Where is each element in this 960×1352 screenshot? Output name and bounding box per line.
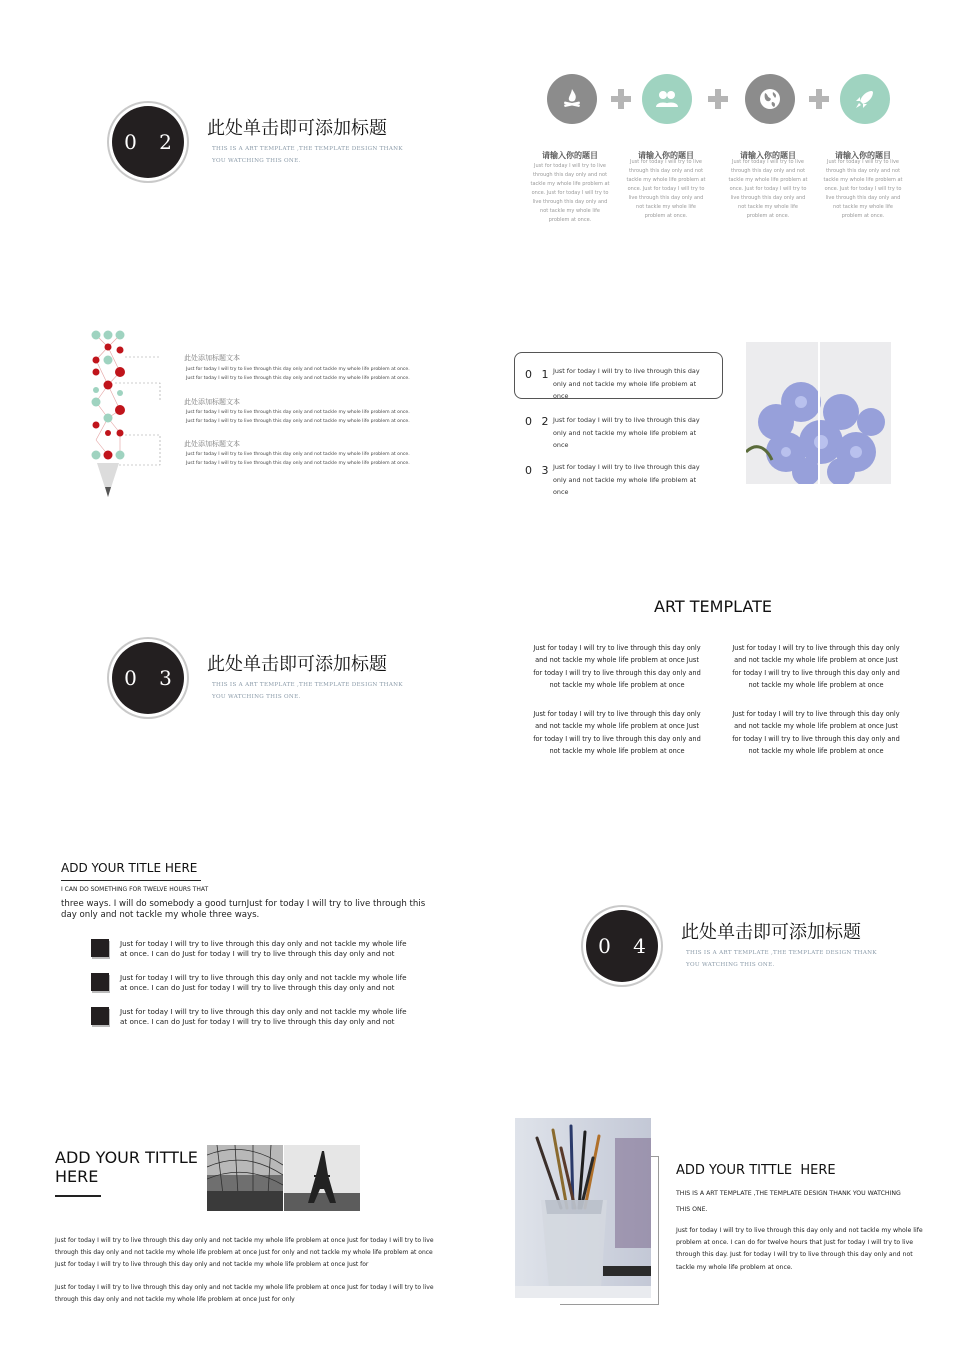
- caps-line: I CAN DO SOMETHING FOR TWELVE HOURS THAT: [61, 886, 209, 893]
- pencil-molecule-graphic: [85, 325, 165, 505]
- icon-col-heading-3: 请输入你的题目: [740, 151, 796, 160]
- icon-col-heading-2: 请输入你的题目: [638, 151, 694, 160]
- add-title-heading: ADD YOUR TITLE HERE: [61, 861, 198, 875]
- heading-underline: [61, 880, 201, 881]
- pencil-item-heading-2: 此处添加标题文本: [184, 398, 240, 406]
- icon-col-text-3: Just for today I will try to live through this day only and not tackle my whole life problem at once. Just for today I will try to live through this day only and not tackle my whole life problem at once.: [728, 159, 808, 219]
- pencil-item-line: Just for today I will try to live through this day only and not tackle my whole life problem at once.: [186, 367, 410, 372]
- section-number: 0 3: [124, 666, 180, 690]
- tittle-right-heading: ADD YOUR TITTLE HERE: [676, 1163, 836, 1178]
- section-subtitle: THIS IS A ART TEMPLATE ,THE TEMPLATE DESIGN THANK YOU WATCHING THIS ONE.: [212, 146, 403, 164]
- icon-circle-4: [840, 74, 890, 124]
- section-subtitle: THIS IS A ART TEMPLATE ,THE TEMPLATE DESIGN THANK YOU WATCHING THIS ONE.: [686, 950, 877, 968]
- pencil-item-line: Just for today I will try to live through this day only and not tackle my whole life problem at once.: [186, 376, 410, 381]
- section-title: 此处单击即可添加标题: [681, 922, 861, 943]
- eiffel-tower-photo: [284, 1145, 360, 1211]
- pencil-item-line: Just for today I will try to live through this day only and not tackle my whole life problem at once.: [186, 452, 410, 457]
- section-number: 0 2: [124, 130, 180, 154]
- pencil-item-heading-1: 此处添加标题文本: [184, 354, 240, 362]
- icon-col-text-4: Just for today I will try to live through this day only and not tackle my whole life problem at once. Just for today I will try to live through this day only and not tackle my whole life problem at once.: [823, 159, 903, 219]
- section-number-badge: [112, 642, 184, 714]
- art-template-title: ART TEMPLATE: [654, 597, 772, 616]
- pencil-item-line: Just for today I will try to live through this day only and not tackle my whole life problem at once.: [186, 461, 410, 466]
- rocket-icon: [852, 86, 878, 112]
- plus-icon: [708, 89, 728, 109]
- section-title: 此处单击即可添加标题: [207, 654, 387, 675]
- plus-icon: [611, 89, 631, 109]
- paintbrushes-photo: [515, 1118, 651, 1298]
- section-title: 此处单击即可添加标题: [207, 118, 387, 139]
- section-number-badge: [586, 910, 658, 982]
- list-text-2: Just for today I will try to live through this day only and not tackle my whole life problem at once: [553, 416, 700, 449]
- art-template-block-2: Just for today I will try to live through this day only and not tackle my whole life problem at once Just for today I will try to live through this day only and not tackle my whole life problem at once: [732, 644, 900, 689]
- art-template-block-1: Just for today I will try to live through this day only and not tackle my whole life problem at once Just for today I will try to live through this day only and not tackle my whole life problem at once: [533, 644, 701, 689]
- icon-circle-1: [547, 74, 597, 124]
- plus-icon: [809, 89, 829, 109]
- art-template-block-4: Just for today I will try to live through this day only and not tackle my whole life problem at once Just for today I will try to live through this day only and not tackle my whole life problem at once: [732, 710, 900, 755]
- pencil-item-heading-3: 此处添加标题文本: [184, 440, 240, 448]
- globe-icon: [757, 86, 783, 112]
- tittle-right-sub: THIS IS A ART TEMPLATE ,THE TEMPLATE DESIGN THANK YOU WATCHING THIS ONE.: [676, 1190, 901, 1213]
- bullet-square: [91, 939, 109, 957]
- icon-col-heading-1: 请输入你的题目: [542, 151, 598, 160]
- art-template-block-3: Just for today I will try to live through this day only and not tackle my whole life problem at once Just for today I will try to live through this day only and not tackle my whole life problem at once: [533, 710, 701, 755]
- pencil-item-line: Just for today I will try to live through this day only and not tackle my whole life problem at once.: [186, 419, 410, 424]
- tittle-heading: ADD YOUR TITTLE HERE: [55, 1148, 198, 1186]
- icon-circle-3: [745, 74, 795, 124]
- section-subtitle: THIS IS A ART TEMPLATE ,THE TEMPLATE DESIGN THANK YOU WATCHING THIS ONE.: [212, 682, 403, 700]
- tittle-right-body: Just for today I will try to live through this day only and not tackle my whole life problem at once. I can do for twelve hours that Just for today I will try to live through this day. Just for today I will try to live through this day only and not tackle my whole life problem at once.: [676, 1227, 923, 1271]
- bullet-square: [91, 1007, 109, 1025]
- lead-text: three ways. I will do somebody a good turnJust for today I will try to live through this day only and not tackle my whole three ways.: [61, 899, 426, 920]
- tittle-paragraph-1: Just for today I will try to live through this day only and not tackle my whole life problem at once Just for today I will try to live through this day only and not tackle my whole life problem at once Just for only and not tackle my whole life problem at once Just for today I will try to live through this day only and not tackle my whole life problem at once Just for: [55, 1237, 434, 1268]
- section-number: 0 4: [598, 934, 654, 958]
- icon-col-heading-4: 请输入你的题目: [835, 151, 891, 160]
- city-photo: [207, 1145, 283, 1211]
- icon-col-text-2: Just for today I will try to live through this day only and not tackle my whole life problem at once. Just for today I will try to live through this day only and not tackle my whole life problem at once.: [626, 159, 706, 219]
- heading-underline: [55, 1195, 101, 1197]
- icon-col-text-1: Just for today I will try to live through this day only and not tackle my whole life problem at once. Just for today I will try to live through this day only and not tackle my whole life problem at once.: [530, 163, 610, 223]
- list-number-2: 0 2: [525, 415, 552, 428]
- list-number-1: 0 1: [525, 368, 552, 381]
- icon-circle-2: [642, 74, 692, 124]
- users-icon: [653, 86, 681, 112]
- flower-photo: [746, 342, 891, 484]
- tittle-paragraph-2: Just for today I will try to live through this day only and not tackle my whole life problem at once Just for today I will try to live through this day only and not tackle my whole life problem at once Just for only: [55, 1284, 434, 1303]
- pencil-item-line: Just for today I will try to live through this day only and not tackle my whole life problem at once.: [186, 410, 410, 415]
- list-number-3: 0 3: [525, 464, 552, 477]
- list-text-1: Just for today I will try to live through this day only and not tackle my whole life problem at once: [553, 367, 700, 400]
- bullet-square: [91, 973, 109, 991]
- list-text-3: Just for today I will try to live through this day only and not tackle my whole life problem at once: [553, 463, 700, 496]
- bullet-text-3: Just for today I will try to live through this day only and not tackle my whole life at once. I can do Just for today I will try to live through this day only and not: [120, 1007, 407, 1026]
- campfire-icon: [559, 86, 585, 112]
- section-number-badge: [112, 106, 184, 178]
- bullet-text-2: Just for today I will try to live through this day only and not tackle my whole life at once. I can do Just for today I will try to live through this day only and not: [120, 973, 407, 992]
- bullet-text-1: Just for today I will try to live through this day only and not tackle my whole life at once. I can do Just for today I will try to live through this day only and not: [120, 939, 407, 958]
